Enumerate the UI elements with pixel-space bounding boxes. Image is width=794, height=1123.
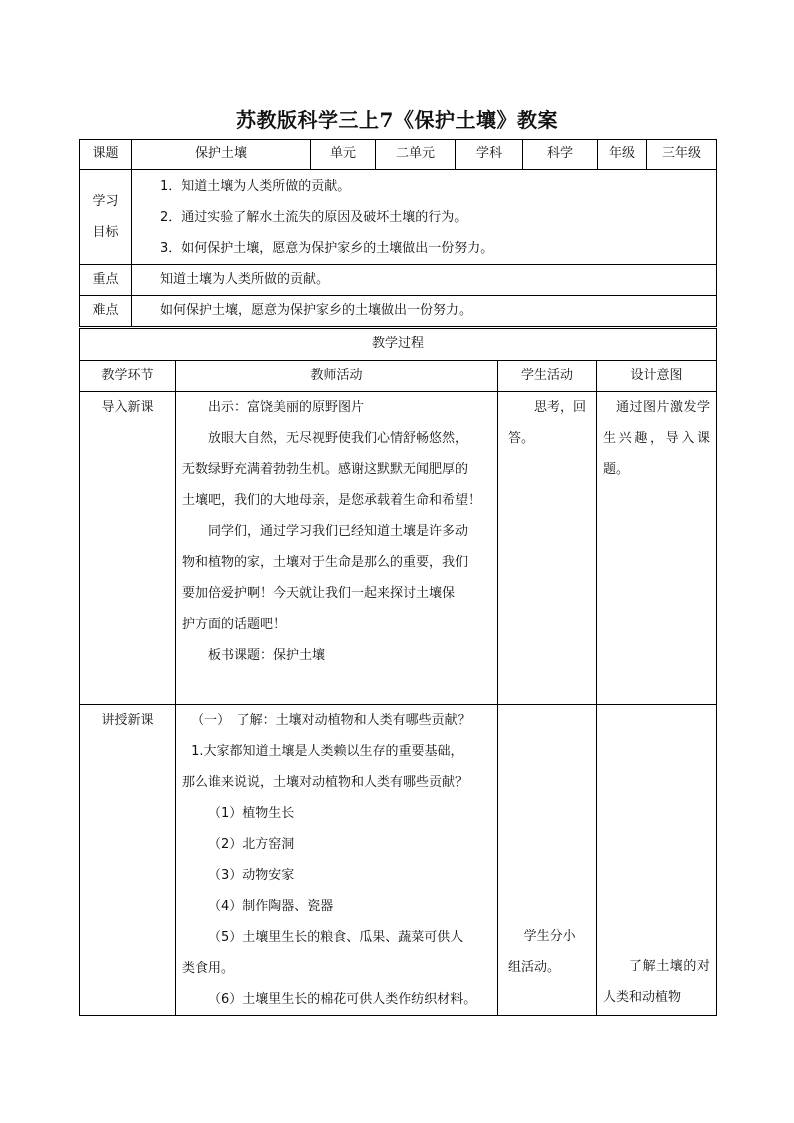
- goals-list: [132, 170, 717, 265]
- goals-row: [80, 170, 717, 265]
- key-point-row: [80, 265, 717, 296]
- lecture-design-intent: 了解土壤的对人类和动植物: [597, 705, 717, 1016]
- difficulty-row: [80, 296, 717, 327]
- lecture-teacher-activity: [176, 705, 498, 1016]
- key-point-value: 知道土壤为人类所做的贡献。: [132, 265, 717, 296]
- goals-label-line1: 学习: [92, 194, 119, 209]
- header-intent: 设计意图: [597, 361, 717, 392]
- lecture-student-activity: 学生分小组活动。: [498, 705, 597, 1016]
- header-stage: 教学环节: [80, 361, 176, 392]
- grade-label: 年级: [598, 140, 647, 170]
- lecture-text-line: （6）土壤里生长的棉花可供人类作纺织材料。: [208, 992, 477, 1007]
- intro-row: [80, 392, 717, 705]
- difficulty-label: 难点: [80, 296, 132, 327]
- lecture-text-line: 类食用。: [182, 961, 235, 976]
- lecture-text-line: （一） 了解：土壤对动植物和人类有哪些贡献？: [191, 713, 471, 728]
- header-student: 学生活动: [498, 361, 597, 392]
- intro-text-line: 要加倍爱护啊！今天就让我们一起来探讨土壤保: [182, 586, 456, 601]
- process-title: 教学过程: [80, 329, 717, 361]
- goals-label-line2: 目标: [92, 225, 119, 240]
- intro-student-activity: 思考，回答。: [498, 392, 597, 705]
- key-point-label: 重点: [80, 265, 132, 296]
- unit-value: 二单元: [376, 140, 456, 170]
- goals-label: [80, 170, 132, 265]
- intro-text-line: 土壤吧，我们的大地母亲，是您承载着生命和希望！: [182, 493, 482, 508]
- intro-stage: 导入新课: [80, 392, 176, 705]
- subject-value: 科学: [523, 140, 598, 170]
- lecture-text-line: （5）土壤里生长的粮食、瓜果、蔬菜可供人: [208, 930, 464, 945]
- intro-design-intent: 通过图片激发学生兴趣，导入课题。: [597, 392, 717, 705]
- subject-label: 学科: [456, 140, 523, 170]
- lecture-row: [80, 705, 717, 1016]
- goal-item: 2．通过实验了解水土流失的原因及破坏土壤的行为。: [160, 209, 468, 225]
- intro-text-line: 板书课题：保护土壤: [208, 648, 326, 663]
- lecture-text-line: （4）制作陶器、瓷器: [208, 899, 334, 914]
- intro-text-line: 护方面的话题吧！: [182, 617, 287, 632]
- process-header-row: [80, 361, 717, 392]
- header-teacher: 教师活动: [176, 361, 498, 392]
- goal-item: 3．如何保护土壤，愿意为保护家乡的土壤做出一份努力。: [160, 240, 494, 256]
- intro-text-line: 放眼大自然，无尽视野使我们心情舒畅悠然，: [208, 431, 469, 446]
- process-title-row: [80, 329, 717, 361]
- lesson-info-row: [80, 140, 717, 170]
- intro-text-line: 物和植物的家，土壤对于生命是那么的重要，我们: [182, 555, 469, 570]
- lecture-text-line: （1）植物生长: [208, 806, 295, 821]
- lecture-text-line: 1.大家都知道土壤是人类赖以生存的重要基础，: [191, 744, 464, 759]
- document-title: 苏教版科学三上7《保护土壤》教案: [236, 108, 558, 132]
- lesson-info-table: [79, 139, 717, 327]
- lecture-text-line: （3）动物安家: [208, 868, 295, 883]
- difficulty-value: 如何保护土壤，愿意为保护家乡的土壤做出一份努力。: [132, 296, 717, 327]
- lesson-label: 课题: [80, 140, 132, 170]
- teaching-process-table: [79, 328, 717, 1016]
- goal-item: 1．知道土壤为人类所做的贡献。: [160, 178, 351, 194]
- intro-text-line: 同学们，通过学习我们已经知道土壤是许多动: [208, 524, 469, 539]
- intro-teacher-activity: [176, 392, 498, 705]
- lecture-text-line: 那么谁来说说，土壤对动植物和人类有哪些贡献？: [182, 775, 469, 790]
- intro-text-line: 无数绿野充满着勃勃生机。感谢这默默无闻肥厚的: [182, 462, 469, 477]
- unit-label: 单元: [311, 140, 376, 170]
- grade-value: 三年级: [647, 140, 717, 170]
- lecture-stage: 讲授新课: [80, 705, 176, 1016]
- lesson-value: 保护土壤: [132, 140, 311, 170]
- intro-text-line: 出示：富饶美丽的原野图片: [208, 400, 365, 415]
- lecture-text-line: （2）北方窑洞: [208, 837, 295, 852]
